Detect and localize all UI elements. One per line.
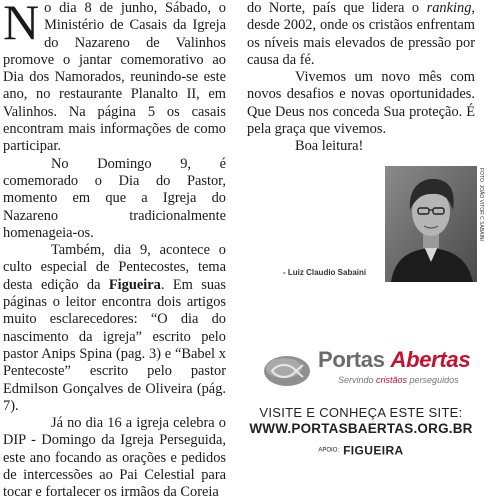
drop-cap: N bbox=[3, 0, 40, 50]
sponsor-brand: FIGUEIRA bbox=[343, 443, 404, 458]
right-column bbox=[247, 0, 475, 156]
paragraph-korea-text-b: desde 2002, onde os cristãos enfrentam os níveis mais elevados de pressão por causa da fé. bbox=[247, 17, 475, 68]
tagline-text-a: Servindo bbox=[338, 375, 377, 385]
visit-heading: VISITE E CONHEÇA ESTE SITE: bbox=[259, 405, 463, 420]
paragraph-intro bbox=[3, 0, 226, 156]
paragraph-intro-text: o dia 8 de junho, Sábado, o Ministério de Casais da Igreja do Nazareno de Valinhos promove o jantar comemorativo ao Dia dos Namorados, reunindo-se este ano, no restaurante Planalto II, em Valinhos. Na página 5 os casais encontram mais informações de como participar. bbox=[3, 0, 226, 155]
logo-tagline bbox=[338, 375, 459, 385]
tagline-accent: cristãos bbox=[376, 375, 408, 385]
paragraph-korea-text-a: do Norte, país que lidera o bbox=[247, 0, 427, 16]
portas-abertas-logo bbox=[260, 345, 476, 397]
logo-wordmark bbox=[318, 347, 470, 373]
tagline-text-b: perseguidos bbox=[407, 375, 459, 385]
paragraph-korea bbox=[247, 0, 475, 69]
publication-name: Figueira bbox=[108, 276, 161, 293]
paragraph-pentecost-text-b: . Em suas páginas o leitor encontra dois artigos muito esclarecedores: “O dia do nascimento da igreja” escrito pelo pastor Anips Spina (pag. 3) e “Babel x Pentecoste” escrito pelo pastor Edmilson Gonçalves de Oliveira (pág. 7). bbox=[3, 276, 227, 414]
logo-word-abertas: Abertas bbox=[390, 347, 471, 372]
paragraph-new-month: Vivemos um novo mês com novos desafios e novas oportunidades. Que Deus nos conceda Sua proteção. É pela graça que vivemos. bbox=[247, 69, 475, 138]
sponsor-label: APOIO: bbox=[318, 447, 340, 454]
author-signature: - Luiz Claudio Sabaini bbox=[283, 268, 367, 277]
logo-word-portas: Portas bbox=[318, 347, 385, 372]
website-url: WWW.PORTASBAERTAS.ORG.BR bbox=[249, 421, 473, 436]
closing-line: Boa leitura! bbox=[295, 138, 364, 155]
paragraph-pentecost bbox=[3, 242, 226, 415]
author-photo bbox=[385, 166, 477, 282]
paragraph-persecuted-church: Já no dia 16 a igreja celebra o DIP - Domingo da Igreja Perseguida, este ano focando as orações e pedidos de intercessões ao Pai Celestial para tocar e fortalecer os irmãos da Coreia bbox=[3, 415, 226, 501]
sponsor-line bbox=[247, 441, 475, 459]
photo-credit bbox=[478, 168, 486, 280]
author-portrait-image bbox=[385, 166, 477, 282]
ranking-italic: ranking, bbox=[426, 0, 475, 16]
fish-stone-icon bbox=[262, 349, 312, 389]
paragraph-pentecost-text-a: Também, dia 9, acontece o culto especial de Pentecostes, tema desta edição da bbox=[3, 242, 226, 293]
photo-credit-text: FOTO: JOÃO VITOR C SABAINI bbox=[478, 168, 484, 241]
left-column bbox=[3, 0, 226, 502]
paragraph-pastor-day: No Domingo 9, é comemorado o Dia do Pastor, momento em que a Igreja do Nazareno tradicionalmente homenageia-os. bbox=[3, 155, 226, 241]
